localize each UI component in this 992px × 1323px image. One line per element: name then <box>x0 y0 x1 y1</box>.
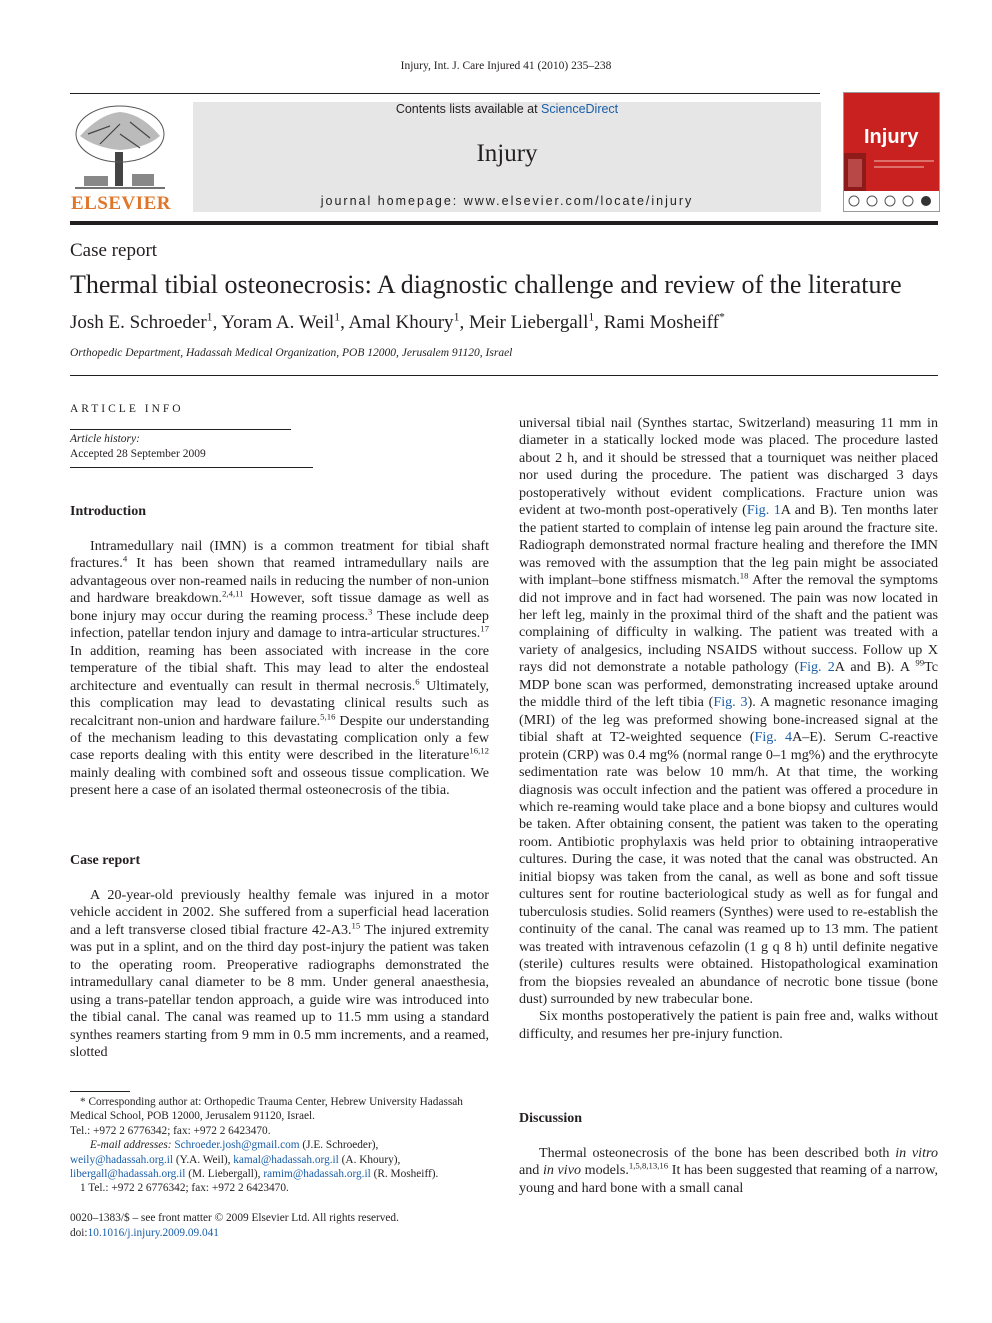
journal-cover-thumbnail <box>843 92 940 212</box>
author-mark: 1 <box>334 310 341 324</box>
journal-homepage[interactable]: journal homepage: www.elsevier.com/locate/injury <box>320 194 694 208</box>
sponsor-logos-icon <box>844 191 939 211</box>
email-link[interactable]: libergall@hadassah.org.il <box>70 1168 186 1181</box>
introduction-text: Intramedullary nail (IMN) is a common treatment for tibial shaft fractures.$^4$ It has been shown that reamed intramedullary nails are advantageous over non-reamed nails in reducing the number of non-union and hardware breakdown.$^{2,4,11}$ However, soft tissue damage as well as bone injury may occur during the reaming process.$^3$ These include deep infection, patellar tendon injury and damage to intra-articular structures.$^{17}$ In addition, reaming has been associated with increase in the core temperature of the tibial shaft. This may lead to alter the endosteal architecture and eventually can result in thermal necrosis.$^6$ Ultimately, this complication may lead to devastating clinical results such as recalcitrant non-union and hardware failure.$^{5,16}$ Despite our understanding of the mechanism leading to this devastating complication only a few case reports dealing with this entity were described in the literature$^{16,12}$ mainly dealing with combined soft and osseous tissue complication. We present here a case of an isolated thermal osteonecrosis of the tibia. <box>70 538 489 799</box>
journal-citation: Injury, Int. J. Care Injured 41 (2010) 235–238 <box>400 60 612 72</box>
cover-sponsor-logos <box>844 191 939 211</box>
header-thick-rule <box>70 221 938 225</box>
case-report-text: A 20-year-old previously healthy female was injured in a motor vehicle accident in 2002. She suffered from a superficial head laceration and a left transverse closed tibial fracture 42-A3.15 The injured extremity was put in a splint, and on the third day post-injury the patient was taken to the operating room. Preoperative radiographs demonstrated the intramedullary canal diameter to be 8 mm. Under general anaesthesia, using a trans-patellar tendon approach, a guide wire was introduced into the tibial canal. The canal was reamed up to 11.5 mm using a standard synthes reamers starting from 9 mm in 0.5 mm increments, and a reamed, slotted <box>70 887 490 1061</box>
doi-prefix: doi: <box>70 1226 88 1239</box>
article-info-rule <box>70 467 313 468</box>
author-name[interactable]: Meir Liebergall <box>468 312 589 333</box>
author-name[interactable]: Amal Khoury <box>348 312 454 333</box>
doi-link[interactable]: 10.1016/j.injury.2009.09.041 <box>87 1226 219 1239</box>
contents-availability <box>193 102 821 116</box>
author-mark: 1 <box>453 310 460 324</box>
email-owner: (M. Liebergall), <box>188 1168 261 1181</box>
author-name[interactable]: Josh E. Schroeder <box>70 312 207 333</box>
figure-4-link[interactable]: Fig. 4 <box>754 729 793 746</box>
article-type: Case report <box>70 240 158 261</box>
corresponding-author-note: * Corresponding author at: Orthopedic Trauma Center, Hebrew University Hadassah Medical School, POB 12000, Jerusalem 91120, Israel. <box>70 1096 463 1123</box>
email-link[interactable]: ramim@hadassah.org.il <box>263 1168 371 1181</box>
email-label: E-mail addresses: <box>90 1139 172 1152</box>
tree-icon <box>70 104 170 194</box>
contents-prefix: Contents lists available at <box>395 102 538 116</box>
doi-line <box>70 1226 489 1241</box>
journal-name: Injury <box>476 140 538 167</box>
article-info-rule <box>70 429 291 430</box>
header-rule <box>70 93 820 94</box>
author-mark: 1 <box>206 310 213 324</box>
sciencedirect-link[interactable]: ScienceDirect <box>541 102 619 116</box>
email-owner: (R. Mosheiff). <box>373 1168 439 1181</box>
email-owner: (A. Khoury), <box>341 1153 401 1166</box>
title-block-rule <box>70 375 938 376</box>
figure-1-link[interactable]: Fig. 1 <box>746 502 781 519</box>
author-name[interactable]: Rami Mosheiff <box>603 312 719 333</box>
email-link[interactable]: Schroeder.josh@gmail.com <box>174 1139 300 1152</box>
accepted-date: Accepted 28 September 2009 <box>70 448 206 460</box>
elsevier-wordmark: ELSEVIER <box>70 193 172 214</box>
article-info-heading: ARTICLE INFO <box>70 403 184 415</box>
author-affiliation: Orthopedic Department, Hadassah Medical Organization, POB 12000, Jerusalem 91120, Israel <box>70 347 513 359</box>
case-report-continued-text: universal tibial nail (Synthes startac, Switzerland) measuring 11 mm in diameter in a statically locked mode was placed. The procedure lasted about 2 h, and it should be stressed that a tourniquet was neither placed nor used during the procedure. The patient was discharged 3 days postoperatively without evident complications. Fracture union was evident at two-month post-operatively (Fig. 1A and B). Ten months later the patient started to complain of intense leg pain around the fracture site. Radiograph demonstrated normal fracture healing and therefore the IMN was removed with the assumption that the leg pain might be associated with implant–bone stiffness mismatch.$^{18}$ After the removal the symptoms did not improve and in fact had worsened. The pain was now located in her left leg, mainly in the proximal third of the shaft and the patient was complaining of difficulty in walking. The patient was treated with a variety of analgesics, including NSAIDS without success. Follow up X rays did not demonstrate a notable pathology (Fig. 2A and B). A $^{99}$Tc MDP bone scan was performed, demonstrating increased uptake around the middle third of the left tibia (Fig. 3). A magnetic resonance imaging (MRI) of the leg was preformed showing bone-increased signal at the tibial shaft at T2-weighted sequence (Fig. 4A–E). Serum C-reactive protein (CRP) was 0.4 mg% (normal range 0–1 mg%) and the erythrocyte sedimentation rate was below 10 mm/h. At that time, the working diagnosis was occult infection and the patient was offered a procedure in which re-reaming would take place and a bone biopsy and cultures would be taken. After obtaining consent, the patient was taken to the operating room. Antibiotic prophylaxis was held prior to obtaining intraoperative cultures. During the case, it was noted that the canal was obstructed. An initial biopsy was taken from the canal, as well as bone and soft tissue cultures sent for routine bacteriological study as well as for fungal and tuberculosis studies. Solid reamers (Synthes) were used to re-establish the continuity of the canal. The canal was reamed up to 13 mm. The patient was treated with intravenous cefazolin (1 g q 8 h) until definite negative (sterile) cultures results were obtained. Histopathological examination from the biopsies revealed an abundance of necrotic bone tissue (bone dust) surrounded by new trabecular bone. Six months postoperatively the patient is pain free and, walks without difficulty, and resumes her pre-injury function. <box>519 415 938 1042</box>
article-history-label: Article history: <box>70 433 140 445</box>
article-title: Thermal tibial osteonecrosis: A diagnostic challenge and review of the literature <box>70 270 902 299</box>
section-heading-discussion: Discussion <box>519 1111 583 1126</box>
section-heading-case-report: Case report <box>70 853 141 868</box>
footnote-rule <box>70 1091 130 1092</box>
corresponding-tel: Tel.: +972 2 6776342; fax: +972 2 6423470. <box>70 1124 271 1137</box>
section-heading-introduction: Introduction <box>70 504 146 519</box>
discussion-text: Thermal osteonecrosis of the bone has been described both in vitro and in vivo models.$^{1,5,8,13,16}$ It has been suggested that reaming of a narrow, young and hard bone with a small canal <box>519 1145 938 1196</box>
footnotes <box>70 1095 489 1196</box>
author-mark: 1 <box>588 310 595 324</box>
cover-title: Injury <box>864 126 919 148</box>
email-link[interactable]: kamal@hadassah.org.il <box>233 1153 339 1166</box>
email-owner: (J.E. Schroeder), <box>302 1139 379 1152</box>
email-owner: (Y.A. Weil), <box>175 1153 231 1166</box>
figure-3-link[interactable]: Fig. 3 <box>713 694 748 711</box>
author-list: Josh E. Schroeder$^1$, Yoram A. Weil$^1$, Amal Khoury$^1$, Meir Liebergall$^1$, Rami Mosheiff* <box>70 310 725 333</box>
footnote-1: 1 Tel.: +972 2 6776342; fax: +972 2 6423470. <box>80 1182 289 1195</box>
publication-footer <box>70 1211 489 1240</box>
copyright-line: 0020–1383/$ – see front matter © 2009 Elsevier Ltd. All rights reserved. <box>70 1212 399 1224</box>
figure-2-link[interactable]: Fig. 2 <box>799 659 835 676</box>
author-mark: * <box>719 310 725 324</box>
author-name[interactable]: Yoram A. Weil <box>221 312 335 333</box>
email-link[interactable]: weily@hadassah.org.il <box>70 1153 174 1166</box>
email-addresses <box>70 1138 489 1181</box>
